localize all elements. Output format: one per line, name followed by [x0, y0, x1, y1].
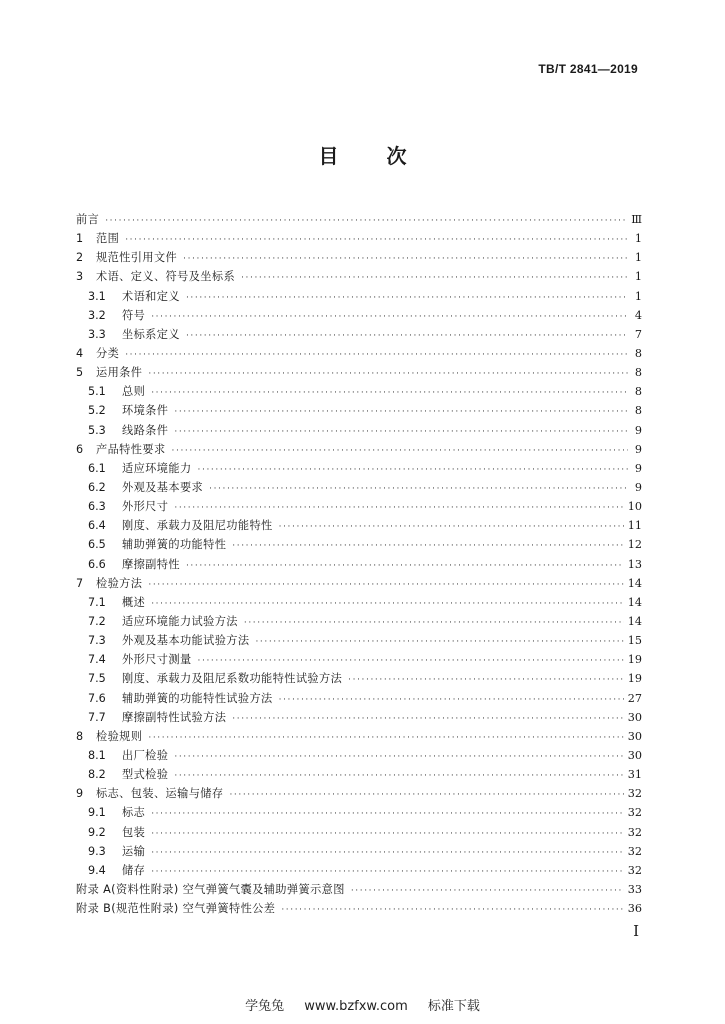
toc-entry-number: 2: [76, 251, 84, 265]
toc-entry[interactable]: [76, 823, 642, 842]
toc-entry-number: 7.7: [88, 710, 106, 724]
toc-leader-dots: [151, 308, 628, 327]
toc-entry-number: 9.1: [88, 806, 106, 820]
toc-entry[interactable]: [76, 746, 642, 765]
toc-entry-number: 6.5: [88, 538, 106, 552]
toc-entry[interactable]: [76, 593, 642, 612]
toc-leader-dots: [148, 729, 623, 748]
toc-leader-dots: [151, 595, 624, 614]
toc-entry-number: 3.3: [88, 327, 106, 341]
toc-entry[interactable]: [76, 421, 642, 440]
toc-entry-number: 5: [76, 366, 84, 380]
toc-leader-dots: [174, 423, 628, 442]
toc-entry-page: 14: [627, 576, 642, 590]
toc-entry-page: 7: [634, 327, 642, 341]
toc-entry-label: 运用条件: [96, 366, 143, 380]
toc-entry-number: 5.2: [88, 404, 106, 418]
toc-entry[interactable]: [76, 325, 642, 344]
toc-entry-page: 30: [627, 710, 642, 724]
toc-entry-number: 7.2: [88, 614, 106, 628]
toc-leader-dots: [198, 652, 624, 671]
toc-entry-label: 刚度、承载力及阻尼功能特性: [122, 519, 273, 533]
toc-entry-label: 摩擦副特性试验方法: [122, 710, 227, 724]
toc-leader-dots: [151, 844, 624, 863]
toc-entry-number: 3: [76, 270, 84, 284]
toc-leader-dots: [186, 289, 628, 308]
toc-entry[interactable]: [76, 497, 642, 516]
toc-entry[interactable]: [76, 306, 642, 325]
toc-entry-label: 产品特性要求: [96, 442, 166, 456]
toc-leader-dots: [125, 231, 628, 250]
toc-entry-label: 刚度、承载力及阻尼系数功能特性试验方法: [122, 672, 343, 686]
toc-entry-page: 9: [634, 423, 642, 437]
toc-entry-page: 30: [627, 729, 642, 743]
toc-entry[interactable]: [76, 382, 642, 401]
toc-leader-dots: [244, 614, 624, 633]
page-title-char-2: 次: [386, 144, 407, 168]
toc-leader-dots: [151, 384, 628, 403]
toc-entry-page: 32: [627, 806, 642, 820]
toc-leader-dots: [151, 825, 624, 844]
toc-entry-number: 7.1: [88, 595, 106, 609]
toc-entry[interactable]: [76, 478, 642, 497]
watermark: [0, 995, 725, 1014]
toc-entry[interactable]: [76, 631, 642, 650]
toc-entry-page: 9: [634, 461, 642, 475]
toc-entry[interactable]: [76, 650, 642, 669]
toc-entry-label: 检验规则: [96, 729, 143, 743]
toc-entry-page: 30: [627, 748, 642, 762]
toc-entry-number: 8: [76, 729, 84, 743]
toc-entry-number: 7.3: [88, 634, 106, 648]
toc-entry-page: 10: [627, 500, 642, 514]
toc-entry-page: 19: [627, 672, 642, 686]
toc-entry-label: 附录 B(规范性附录) 空气弹簧特性公差: [76, 902, 276, 916]
toc-entry-page: 8: [634, 366, 642, 380]
toc-leader-dots: [255, 633, 623, 652]
toc-entry-label: 摩擦副特性: [122, 557, 180, 571]
toc-entry-number: 8.1: [88, 748, 106, 762]
toc-entry-page: 13: [627, 557, 642, 571]
toc-entry[interactable]: [76, 612, 642, 631]
toc-entry-number: 3.2: [88, 308, 106, 322]
toc-entry[interactable]: [76, 440, 642, 459]
toc-entry-number: 5.3: [88, 423, 106, 437]
toc-entry-page: Ⅲ: [631, 213, 642, 226]
toc-entry[interactable]: [76, 899, 642, 918]
toc-entry[interactable]: [76, 287, 642, 306]
toc-entry-label: 出厂检验: [122, 748, 169, 762]
toc-leader-dots: [183, 250, 628, 269]
toc-entry-label: 适应环境能力: [122, 461, 192, 475]
toc-entry-number: 7.5: [88, 672, 106, 686]
toc-entry-number: 9: [76, 787, 84, 801]
toc-entry-label: 外观及基本要求: [122, 480, 204, 494]
toc-leader-dots: [351, 882, 624, 901]
toc-entry-page: 33: [627, 882, 642, 896]
toc-entry-number: 5.1: [88, 385, 106, 399]
toc-entry[interactable]: [76, 574, 642, 593]
toc-entry-label: 前言: [76, 213, 100, 226]
page-title: [0, 140, 725, 169]
toc-entry-label: 坐标系定义: [122, 327, 180, 341]
toc-entry-number: 6.3: [88, 500, 106, 514]
toc-entry-number: 9.2: [88, 825, 106, 839]
page-number: I: [633, 922, 639, 940]
toc-entry-number: 6.6: [88, 557, 106, 571]
toc-leader-dots: [174, 767, 623, 786]
toc-entry[interactable]: [76, 248, 642, 267]
toc-entry-page: 19: [627, 653, 642, 667]
toc-entry-page: 36: [627, 902, 642, 916]
toc-entry-page: 31: [627, 768, 642, 782]
toc-entry[interactable]: [76, 861, 642, 880]
toc-entry-page: 14: [627, 614, 642, 628]
toc-leader-dots: [174, 748, 623, 767]
toc-entry-number: 7.6: [88, 691, 106, 705]
toc-entry-label: 辅助弹簧的功能特性: [122, 538, 227, 552]
toc-entry-label: 符号: [122, 308, 146, 322]
toc-entry-page: 8: [634, 404, 642, 418]
toc-entry[interactable]: [76, 267, 642, 286]
toc-leader-dots: [348, 671, 624, 690]
toc-entry-label: 辅助弹簧的功能特性试验方法: [122, 691, 273, 705]
toc-entry-page: 11: [627, 519, 642, 533]
toc-leader-dots: [174, 403, 628, 422]
toc-leader-dots: [241, 269, 628, 288]
toc-entry-page: 32: [627, 863, 642, 877]
toc-entry-page: 32: [627, 825, 642, 839]
toc-entry-page: 1: [634, 270, 642, 284]
toc-entry[interactable]: [76, 344, 642, 363]
toc-entry-label: 检验方法: [96, 576, 143, 590]
toc-entry-number: 9.3: [88, 844, 106, 858]
toc-entry-label: 包装: [122, 825, 146, 839]
toc-entry[interactable]: [76, 784, 642, 803]
toc-entry[interactable]: [76, 516, 642, 535]
toc-entry-number: 4: [76, 346, 84, 360]
toc-entry-label: 运输: [122, 844, 146, 858]
toc-leader-dots: [148, 576, 623, 595]
toc-entry-label: 型式检验: [122, 768, 169, 782]
toc-entry[interactable]: [76, 363, 642, 382]
toc-entry-label: 规范性引用文件: [96, 251, 178, 265]
toc-entry-page: 4: [634, 308, 642, 322]
toc-leader-dots: [151, 805, 624, 824]
toc-entry[interactable]: [76, 708, 642, 727]
toc-leader-dots: [209, 480, 628, 499]
toc-entry-page: 1: [634, 289, 642, 303]
toc-leader-dots: [232, 710, 623, 729]
watermark-site-name: 学兔兔: [245, 999, 285, 1014]
toc-entry[interactable]: [76, 803, 642, 822]
toc-entry-page: 1: [634, 232, 642, 246]
toc-leader-dots: [186, 327, 628, 346]
toc-entry-label: 概述: [122, 595, 146, 609]
toc-entry-number: 7: [76, 576, 84, 590]
toc-entry-page: 12: [627, 538, 642, 552]
toc-entry-page: 32: [627, 844, 642, 858]
toc-entry-label: 外形尺寸测量: [122, 653, 192, 667]
toc-entry[interactable]: [76, 535, 642, 554]
toc-leader-dots: [279, 518, 624, 537]
toc-entry-label: 标志: [122, 806, 146, 820]
toc-entry-label: 附录 A(资料性附录) 空气弹簧气囊及辅助弹簧示意图: [76, 882, 345, 896]
toc-entry-page: 27: [627, 691, 642, 705]
toc-entry-page: 9: [634, 442, 642, 456]
toc-entry-label: 术语、定义、符号及坐标系: [96, 270, 236, 284]
toc-entry-page: 9: [634, 480, 642, 494]
toc-leader-dots: [229, 786, 623, 805]
table-of-contents: [76, 210, 642, 918]
toc-entry-number: 6.4: [88, 519, 106, 533]
toc-entry-label: 外观及基本功能试验方法: [122, 634, 250, 648]
toc-entry-page: 32: [627, 787, 642, 801]
toc-leader-dots: [198, 461, 628, 480]
toc-entry[interactable]: [76, 555, 642, 574]
toc-entry-number: 8.2: [88, 768, 106, 782]
toc-leader-dots: [281, 901, 623, 920]
toc-entry[interactable]: [76, 401, 642, 420]
toc-leader-dots: [105, 212, 627, 231]
toc-entry-label: 总则: [122, 385, 146, 399]
toc-leader-dots: [186, 557, 624, 576]
toc-leader-dots: [279, 691, 624, 710]
toc-entry-number: 6: [76, 442, 84, 456]
toc-entry[interactable]: [76, 765, 642, 784]
toc-entry[interactable]: [76, 727, 642, 746]
toc-entry-label: 储存: [122, 863, 146, 877]
toc-leader-dots: [172, 442, 628, 461]
toc-entry-number: 3.1: [88, 289, 106, 303]
toc-entry-number: 7.4: [88, 653, 106, 667]
toc-leader-dots: [125, 346, 628, 365]
toc-entry[interactable]: [76, 842, 642, 861]
toc-entry-number: 6.1: [88, 461, 106, 475]
toc-entry-label: 分类: [96, 346, 120, 360]
toc-entry[interactable]: [76, 210, 642, 229]
toc-entry-label: 外形尺寸: [122, 500, 169, 514]
toc-entry-number: 9.4: [88, 863, 106, 877]
watermark-url: www.bzfxw.com: [304, 999, 408, 1014]
toc-entry-number: 1: [76, 232, 84, 246]
toc-leader-dots: [232, 537, 623, 556]
toc-leader-dots: [148, 365, 628, 384]
toc-entry-page: 14: [627, 595, 642, 609]
toc-entry-page: 8: [634, 346, 642, 360]
standard-code: TB/T 2841—2019: [538, 62, 638, 76]
watermark-slogan: 标准下载: [427, 999, 480, 1014]
toc-entry-label: 适应环境能力试验方法: [122, 614, 238, 628]
toc-entry[interactable]: [76, 459, 642, 478]
toc-entry[interactable]: [76, 689, 642, 708]
toc-entry-number: 6.2: [88, 480, 106, 494]
toc-entry-label: 术语和定义: [122, 289, 180, 303]
toc-entry-page: 1: [634, 251, 642, 265]
toc-entry-label: 标志、包装、运输与储存: [96, 787, 224, 801]
toc-entry-label: 环境条件: [122, 404, 169, 418]
toc-entry-label: 线路条件: [122, 423, 169, 437]
toc-entry-page: 15: [627, 634, 642, 648]
toc-leader-dots: [151, 863, 624, 882]
toc-entry-label: 范围: [96, 232, 120, 246]
toc-entry[interactable]: [76, 229, 642, 248]
toc-entry[interactable]: [76, 669, 642, 688]
page-title-char-1: 目: [318, 144, 339, 168]
toc-entry-page: 8: [634, 385, 642, 399]
toc-leader-dots: [174, 499, 623, 518]
toc-entry[interactable]: [76, 880, 642, 899]
